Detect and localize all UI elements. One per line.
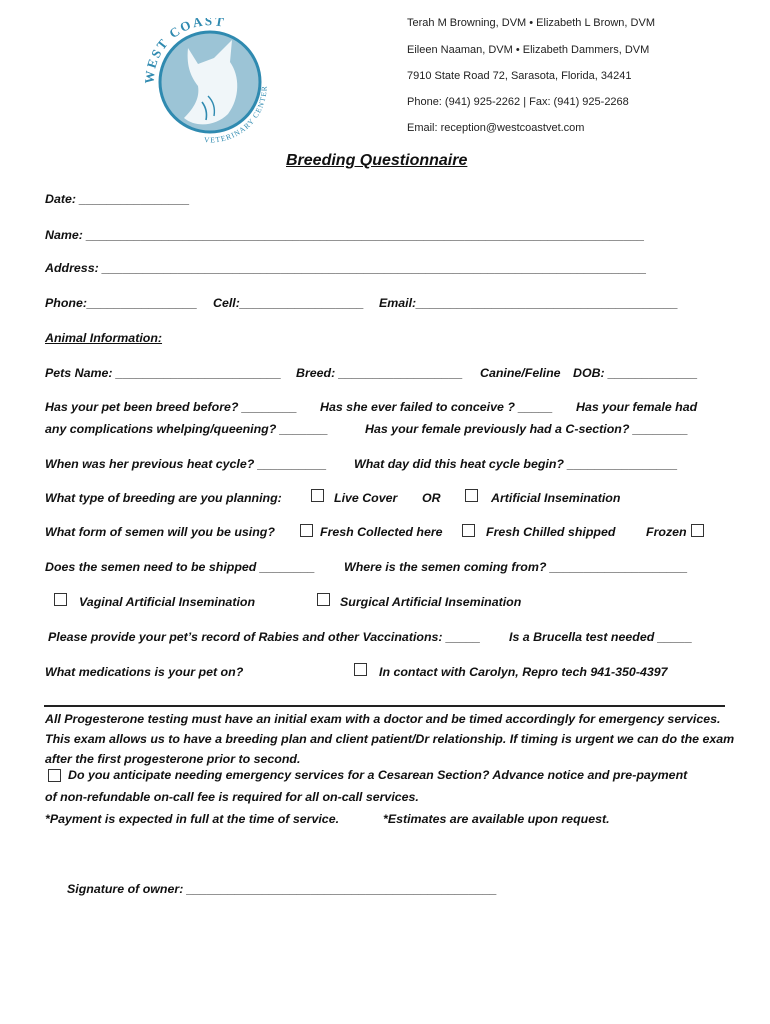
- clinic-logo: [140, 18, 272, 144]
- animal-info-heading: Animal Information:: [45, 331, 163, 345]
- header-doctors-2: Eileen Naaman, DVM • Elizabeth Dammers, DVM: [407, 44, 650, 56]
- breed-field[interactable]: Breed: __________________: [296, 366, 463, 380]
- heat-begin-question[interactable]: What day did this heat cycle begin? ________________: [354, 457, 678, 471]
- progesterone-notice: All Progesterone testing must have an initial exam with a doctor and be timed accordingly for emergency services. This exam allows us to have a breeding plan and client patient/Dr relationship. If timing is urgent we can do the exam after the first progesterone prior to second.: [45, 712, 735, 766]
- complications-question-part1: Has your female had: [576, 400, 698, 414]
- cat-dog-logo-icon: [140, 18, 272, 144]
- live-cover-label: Live Cover: [334, 491, 398, 505]
- cesarean-question-part1: Do you anticipate needing emergency services for a Cesarean Section? Advance notice and pre-payment: [68, 768, 688, 782]
- c-section-question[interactable]: Has your female previously had a C-section? ________: [365, 422, 688, 436]
- payment-notice: *Payment is expected in full at the time of service.: [45, 812, 340, 826]
- dob-field[interactable]: DOB: _____________: [573, 366, 698, 380]
- canine-feline-label: Canine/Feline: [480, 366, 561, 380]
- cesarean-checkbox[interactable]: [48, 769, 61, 782]
- fresh-chilled-checkbox[interactable]: [462, 524, 475, 537]
- previous-heat-question[interactable]: When was her previous heat cycle? __________: [45, 457, 327, 471]
- semen-form-question: What form of semen will you be using?: [45, 525, 275, 539]
- vaccination-records-question[interactable]: Please provide your pet’s record of Rabies and other Vaccinations: _____: [48, 630, 481, 644]
- fresh-collected-checkbox[interactable]: [300, 524, 313, 537]
- fresh-collected-label: Fresh Collected here: [320, 525, 443, 539]
- frozen-checkbox[interactable]: [691, 524, 704, 537]
- breeding-type-question: What type of breeding are you planning:: [45, 491, 282, 505]
- vaginal-ai-checkbox[interactable]: [54, 593, 67, 606]
- or-label: OR: [422, 491, 441, 505]
- frozen-label: Frozen: [646, 525, 687, 539]
- header-doctors-1: Terah M Browning, DVM • Elizabeth L Brown, DVM: [407, 17, 655, 29]
- fresh-chilled-label: Fresh Chilled shipped: [486, 525, 616, 539]
- surgical-ai-label: Surgical Artificial Insemination: [340, 595, 522, 609]
- page-title: Breeding Questionnaire: [286, 152, 468, 169]
- logo-bottom-text: VETERINARY CENTER: [203, 85, 269, 144]
- logo-top-text: WEST COAST: [141, 18, 227, 85]
- complications-question-part2[interactable]: any complications whelping/queening? _______: [45, 422, 328, 436]
- name-field[interactable]: Name: _________________________________________________________________________________: [45, 228, 645, 242]
- header-address: 7910 State Road 72, Sarasota, Florida, 34241: [407, 70, 632, 82]
- pets-name-field[interactable]: Pets Name: ________________________: [45, 366, 282, 380]
- artificial-insemination-checkbox[interactable]: [465, 489, 478, 502]
- repro-tech-contact-label: In contact with Carolyn, Repro tech 941-350-4397: [379, 665, 668, 679]
- artificial-insemination-label: Artificial Insemination: [491, 491, 621, 505]
- medications-question: What medications is your pet on?: [45, 665, 244, 679]
- semen-shipped-question[interactable]: Does the semen need to be shipped ________: [45, 560, 315, 574]
- email-field[interactable]: Email:______________________________________: [379, 296, 679, 310]
- cell-field[interactable]: Cell:__________________: [213, 296, 364, 310]
- bred-before-question[interactable]: Has your pet been breed before? ________: [45, 400, 298, 414]
- brucella-question[interactable]: Is a Brucella test needed _____: [509, 630, 693, 644]
- header-email: Email: reception@westcoastvet.com: [407, 122, 585, 134]
- section-divider: [44, 705, 725, 707]
- phone-field[interactable]: Phone:________________: [45, 296, 198, 310]
- semen-source-question[interactable]: Where is the semen coming from? ____________________: [344, 560, 688, 574]
- cesarean-question-part2: of non-refundable on-call fee is required for all on-call services.: [45, 790, 419, 804]
- vaginal-ai-label: Vaginal Artificial Insemination: [79, 595, 256, 609]
- owner-signature-field[interactable]: Signature of owner: _____________________________________________: [67, 882, 497, 896]
- date-field[interactable]: Date: ________________: [45, 192, 190, 206]
- repro-tech-contact-checkbox[interactable]: [354, 663, 367, 676]
- header-phone-fax: Phone: (941) 925-2262 | Fax: (941) 925-2268: [407, 96, 629, 108]
- estimates-notice: *Estimates are available upon request.: [383, 812, 610, 826]
- surgical-ai-checkbox[interactable]: [317, 593, 330, 606]
- live-cover-checkbox[interactable]: [311, 489, 324, 502]
- address-field[interactable]: Address: _______________________________________________________________________________: [45, 261, 647, 275]
- failed-conceive-question[interactable]: Has she ever failed to conceive ? _____: [320, 400, 553, 414]
